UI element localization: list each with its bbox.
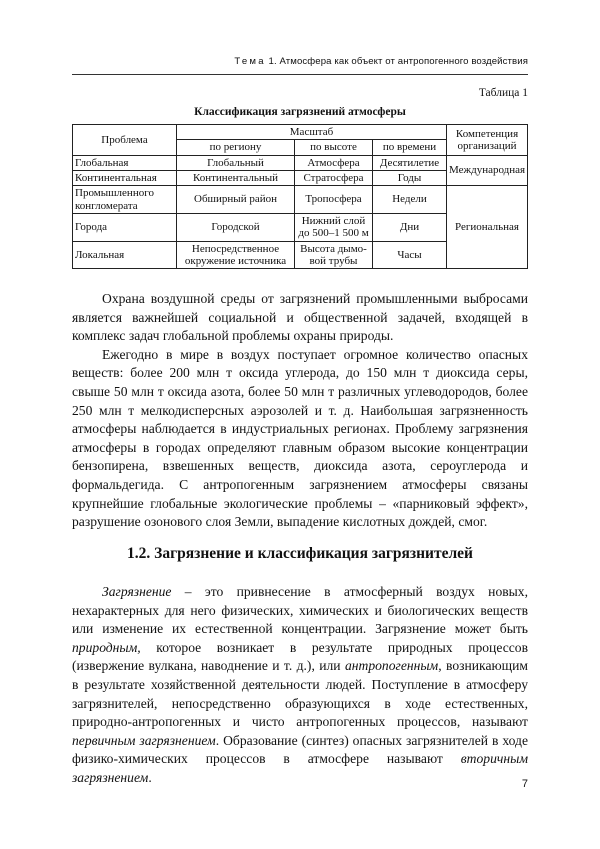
cell-competence-international: Международная [447, 155, 528, 186]
header-problem: Проблема [73, 125, 177, 156]
header-number: 1. [268, 56, 277, 67]
cell-competence-regional: Региональная [447, 186, 528, 269]
cell-region: Городской [177, 213, 295, 241]
text-run: которое возникает в результате природных процессов (извержение вулкана, наводнение и т. д.), или [72, 639, 528, 674]
text-run: – это привнесение в атмосферный воздух новых, нехарактерных для него физических, химических и биологических веществ или изменение их естественной концентрации. Загрязнение может быть [72, 584, 528, 637]
table-row [73, 186, 528, 214]
cell-region: Обширный район [177, 186, 295, 214]
cell-region: Непосредственное окружение источника [177, 241, 295, 269]
term-pollution: Загрязнение [102, 584, 172, 599]
definition-paragraph [72, 583, 528, 788]
paragraph: Ежегодно в мире в воздух поступает огромное количество опасных веществ: более 200 млн т оксида углерода, до 150 млн т диоксида серы, свыше 50 млн т оксида азота, более 50 млн т различных углеводородов, более 250 млн т мелкодисперсных аэрозолей и т. д. Наибольшая загрязненность атмосферы наблюдается в индустриальных регионах. Проблему загрязнения атмосферы в городах определяют главным образом высокие концентрации бензопирена, взвешенных веществ, диоксида азота, сероуглерода и формальдегида. С антропогенным загрязнением атмосферы связаны крупнейшие глобальные экологические проблемы – «парниковый эффект», разрушение озонового слоя Земли, выпадение кислотных дождей, смог. [72, 346, 528, 530]
header-scale: Масштаб [177, 125, 447, 140]
cell-problem: Континентальная [73, 170, 177, 185]
table-title: Классификация загрязнений атмосферы [194, 106, 406, 118]
cell-height: Атмосфера [295, 155, 373, 170]
term-natural: природным, [72, 639, 141, 655]
cell-problem: Локальная [73, 241, 177, 269]
header-title: Атмосфера как объект от антропогенного воздействия [279, 56, 528, 67]
cell-region: Континентальный [177, 170, 295, 185]
intro-text [72, 290, 528, 532]
definition-text [72, 583, 528, 788]
cell-problem: Глобальная [73, 155, 177, 170]
cell-height: Нижний слой до 500–1 500 м [295, 213, 373, 241]
cell-problem: Промышленного конгломерата [73, 186, 177, 214]
cell-height: Тропосфера [295, 186, 373, 214]
table-caption: Таблица 1 [478, 87, 528, 99]
table-header-row [73, 125, 528, 140]
cell-time: Часы [373, 241, 447, 269]
cell-problem: Города [73, 213, 177, 241]
cell-height: Высота дымо-вой трубы [295, 241, 373, 269]
section-heading: 1.2. Загрязнение и классификация загрязнителей [127, 545, 473, 562]
paragraph: Охрана воздушной среды от загрязнений промышленными выбросами является важнейшей социальной и общественной задачей, входящей в комплекс задач глобальной проблемы охраны природы. [72, 291, 528, 344]
text-run: . Образование (синтез) опасных загрязнителей в ходе физико-химических процессов в атмосфере называют [72, 732, 528, 767]
cell-region: Глобальный [177, 155, 295, 170]
term-anthropogenic: антропогенным [344, 658, 439, 674]
header-by-region: по региону [177, 140, 295, 155]
header-rule [72, 74, 528, 75]
header-by-time: по времени [373, 140, 447, 155]
cell-time: Десятилетие [373, 155, 447, 170]
header-by-height: по высоте [295, 140, 373, 155]
running-header [72, 56, 528, 67]
cell-time: Дни [373, 213, 447, 241]
header-competence: Компетенция организаций [447, 125, 528, 156]
text-run: . [148, 769, 152, 785]
cell-time: Недели [373, 186, 447, 214]
term-primary: первичным загрязнением [72, 732, 216, 748]
cell-time: Годы [373, 170, 447, 185]
table-row [73, 155, 528, 170]
text-run: , возникающим в результате хозяйственной деятельности людей. Поступление в атмосферу загрязнителей, непосредственно образующихся в ходе естественных, природно-антропогенных и чисто антропогенных процессов, называют [72, 658, 528, 730]
cell-height: Стратосфера [295, 170, 373, 185]
page-number: 7 [521, 778, 528, 790]
header-lead: Тема [234, 56, 266, 67]
term-secondary: вторичным загрязнением [72, 751, 528, 785]
classification-table [72, 124, 528, 269]
